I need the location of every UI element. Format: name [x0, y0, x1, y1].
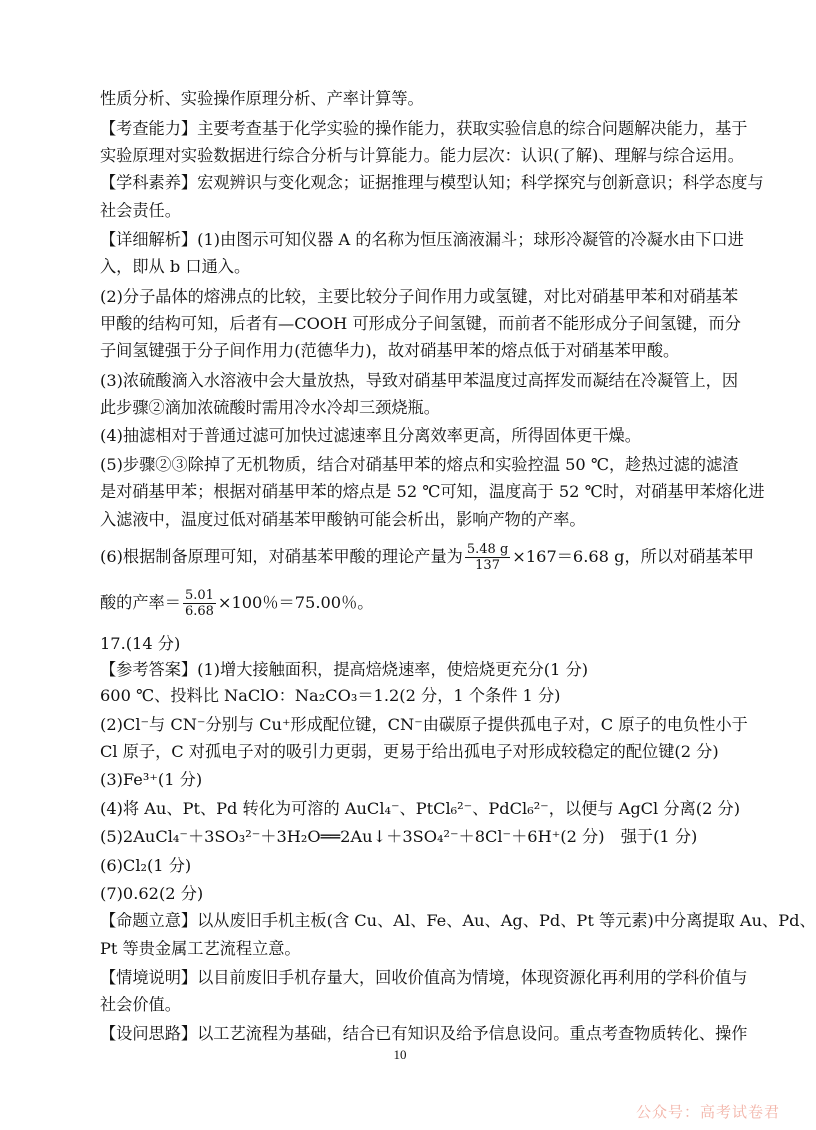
- watermark: 公众号：高考试卷君: [635, 1103, 780, 1121]
- text-segment: 酸的产率＝: [100, 593, 181, 612]
- fraction: [465, 542, 510, 573]
- text-line: 入，即从 b 口通入。: [100, 257, 251, 276]
- text-line: (2)分子晶体的熔沸点的比较，主要比较分子间作用力或氢键，对比对硝基甲苯和对硝基苯: [100, 287, 739, 306]
- text-line: 是对硝基甲苯；根据对硝基甲苯的熔点是 52 ℃可知，温度高于 52 ℃时，对硝基甲苯熔化进: [100, 482, 765, 501]
- text-line: Cl 原子，C 对孤电子对的吸引力更弱，更易于给出孤电子对形成较稳定的配位键(2 分): [100, 742, 719, 761]
- question-number: 17.(14 分): [100, 634, 181, 653]
- text-line: 入滤液中，温度过低对硝基苯甲酸钠可能会析出，影响产物的产率。: [100, 510, 586, 529]
- text-line: 【学科素养】宏观辨识与变化观念；证据推理与模型认知；科学探究与创新意识；科学态度与: [100, 173, 764, 192]
- text-line: (4)将 Au、Pt、Pd 转化为可溶的 AuCl₄⁻、PtCl₆²⁻、PdCl₆²⁻，以便与 AgCl 分离(2 分): [100, 799, 741, 818]
- page-number: 10: [393, 1047, 407, 1062]
- text-line: 子间氢键强于分子间作用力(范德华力)，故对硝基甲苯的熔点低于对硝基苯甲酸。: [100, 341, 680, 360]
- text-line: (6)Cl₂(1 分): [100, 856, 192, 875]
- text-line: 性质分析、实验操作原理分析、产率计算等。: [100, 89, 424, 108]
- text-segment: (6)根据制备原理可知，对硝基苯甲酸的理论产量为: [100, 547, 463, 566]
- text-line: 【考查能力】主要考查基于化学实验的操作能力，获取实验信息的综合问题解决能力，基于: [100, 119, 748, 138]
- text-line: (5)2AuCl₄⁻＋3SO₃²⁻＋3H₂O══2Au↓＋3SO₄²⁻＋8Cl⁻＋6H⁺(2 分) 强于(1 分): [100, 827, 698, 846]
- text-line: 此步骤②滴加浓硫酸时需用冷水冷却三颈烧瓶。: [100, 398, 440, 417]
- text-line: 600 ℃、投料比 NaClO：Na₂CO₃＝1.2(2 分，1 个条件 1 分): [100, 686, 561, 705]
- text-segment: ×100％＝75.00％。: [217, 593, 374, 612]
- fraction-denominator: 137: [475, 558, 500, 573]
- text-line: 【命题立意】以从废旧手机主板(含 Cu、Al、Fe、Au、Ag、Pd、Pt 等元素)中分离提取 Au、Pd、: [100, 911, 816, 930]
- text-line: (7)0.62(2 分): [100, 884, 204, 903]
- text-line: 【详细解析】(1)由图示可知仪器 A 的名称为恒压滴液漏斗；球形冷凝管的冷凝水由下口进: [100, 230, 744, 249]
- fraction-numerator: 5.01: [184, 588, 214, 603]
- text-line: 甲酸的结构可知，后者有—COOH 可形成分子间氢键，而前者不能形成分子间氢键，而分: [100, 314, 741, 333]
- text-line: (3)浓硫酸滴入水溶液中会大量放热，导致对硝基甲苯温度过高挥发而凝结在冷凝管上，因: [100, 371, 739, 390]
- text-line: (2)Cl⁻与 CN⁻分别与 Cu⁺形成配位键，CN⁻由碳原子提供孤电子对，C 原子的电负性小于: [100, 715, 748, 734]
- fraction: [183, 588, 216, 619]
- text-line-with-fraction: [100, 539, 754, 575]
- text-line: (5)步骤②③除掉了无机物质，结合对硝基甲苯的熔点和实验控温 50 ℃，趁热过滤的滤渣: [100, 455, 739, 474]
- text-line: (3)Fe³⁺(1 分): [100, 770, 203, 789]
- text-segment: ×167＝6.68 g，所以对硝基苯甲: [512, 547, 754, 566]
- text-line: Pt 等贵金属工艺流程立意。: [100, 939, 301, 958]
- text-line: 【情境说明】以目前废旧手机存量大，回收价值高为情境，体现资源化再利用的学科价值与: [100, 968, 748, 987]
- fraction-numerator: 5.48 g: [466, 542, 509, 557]
- text-line: 实验原理对实验数据进行综合分析与计算能力。能力层次：认识(了解)、理解与综合运用。: [100, 146, 744, 165]
- text-line: 社会价值。: [100, 995, 181, 1014]
- text-line-with-fraction: [100, 585, 740, 621]
- text-line: (4)抽滤相对于普通过滤可加快过滤速率且分离效率更高，所得固体更干燥。: [100, 426, 641, 445]
- text-line: 【设问思路】以工艺流程为基础，结合已有知识及给予信息设问。重点考查物质转化、操作: [100, 1024, 748, 1043]
- text-line: 社会责任。: [100, 201, 181, 220]
- fraction-denominator: 6.68: [184, 604, 214, 619]
- text-line: 【参考答案】(1)增大接触面积，提高焙烧速率，使焙烧更充分(1 分): [100, 660, 589, 679]
